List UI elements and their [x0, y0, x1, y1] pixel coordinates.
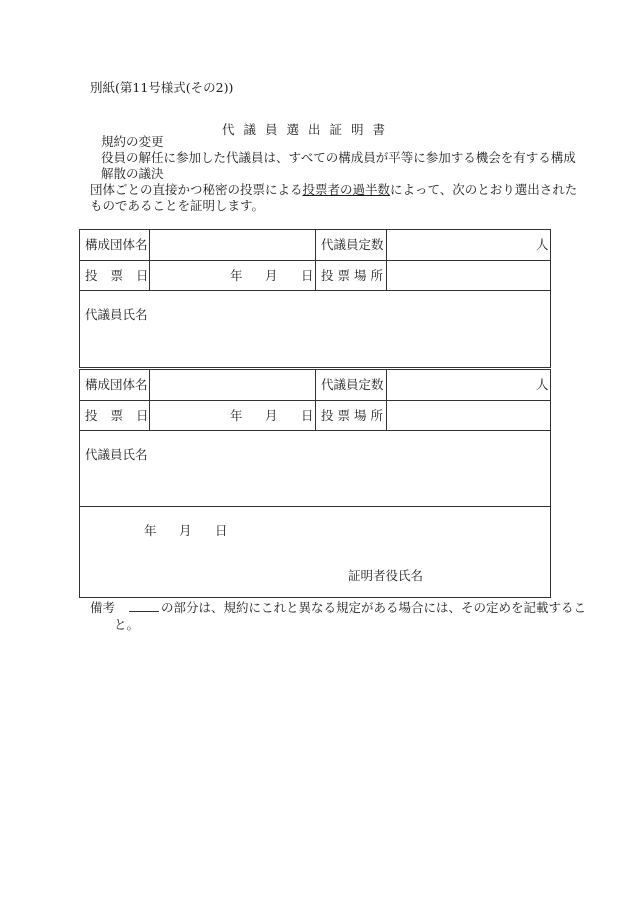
form-reference: 別紙(第11号様式(その2)) [90, 80, 234, 95]
certifier-label: 証明者役氏名 [348, 568, 424, 583]
vote-date-label: 投票日 [85, 268, 162, 283]
vote-date-label: 投票日 [85, 408, 162, 423]
date-month: 月 [265, 268, 278, 283]
statement-line-1 [90, 182, 577, 198]
quota-label: 代議員定数 [321, 237, 384, 252]
date-year: 年 [230, 268, 243, 283]
statement-line-2: ものであることを証明します。 [90, 198, 265, 213]
quota-unit: 人 [536, 237, 549, 252]
delegate-names-label: 代議員氏名 [85, 447, 148, 462]
delegate-section-2 [79, 369, 551, 507]
statement-part-2: によって、次のとおり選出された [390, 182, 578, 197]
purpose-option-1: 規約の変更 [101, 134, 164, 149]
quota-unit: 人 [536, 377, 549, 392]
note-underline-sample [129, 601, 159, 612]
document-title: 代議員選出証明書 [222, 122, 395, 137]
statement-part-1: 団体ごとの直接かつ秘密の投票による [90, 182, 303, 197]
date-month: 月 [265, 408, 278, 423]
delegate-names-label: 代議員氏名 [85, 307, 148, 322]
cert-month: 月 [179, 523, 192, 538]
statement-underlined: 投票者の過半数 [302, 182, 391, 197]
purpose-option-2: 役員の解任に参加した代議員は、すべての構成員が平等に参加する機会を有する構成 [101, 150, 576, 165]
purpose-option-3: 解散の議決 [101, 166, 164, 181]
certification-section [79, 506, 551, 598]
vote-place-label: 投票場所 [321, 268, 388, 283]
quota-label: 代議員定数 [321, 377, 384, 392]
date-year: 年 [230, 408, 243, 423]
org-name-label: 構成団体名 [85, 237, 148, 252]
delegate-section-1 [79, 229, 551, 368]
cert-day: 日 [215, 523, 228, 538]
vote-place-label: 投票場所 [321, 408, 388, 423]
org-name-label: 構成団体名 [85, 377, 148, 392]
note-label: 備考 [90, 600, 116, 615]
note-line-2: と。 [114, 617, 140, 632]
cert-year: 年 [144, 523, 157, 538]
date-day: 日 [301, 408, 314, 423]
note-text-1: の部分は、規約にこれと異なる規定がある場合には、その定めを記載するこ [160, 600, 586, 615]
date-day: 日 [301, 268, 314, 283]
note-line-1 [90, 600, 586, 616]
